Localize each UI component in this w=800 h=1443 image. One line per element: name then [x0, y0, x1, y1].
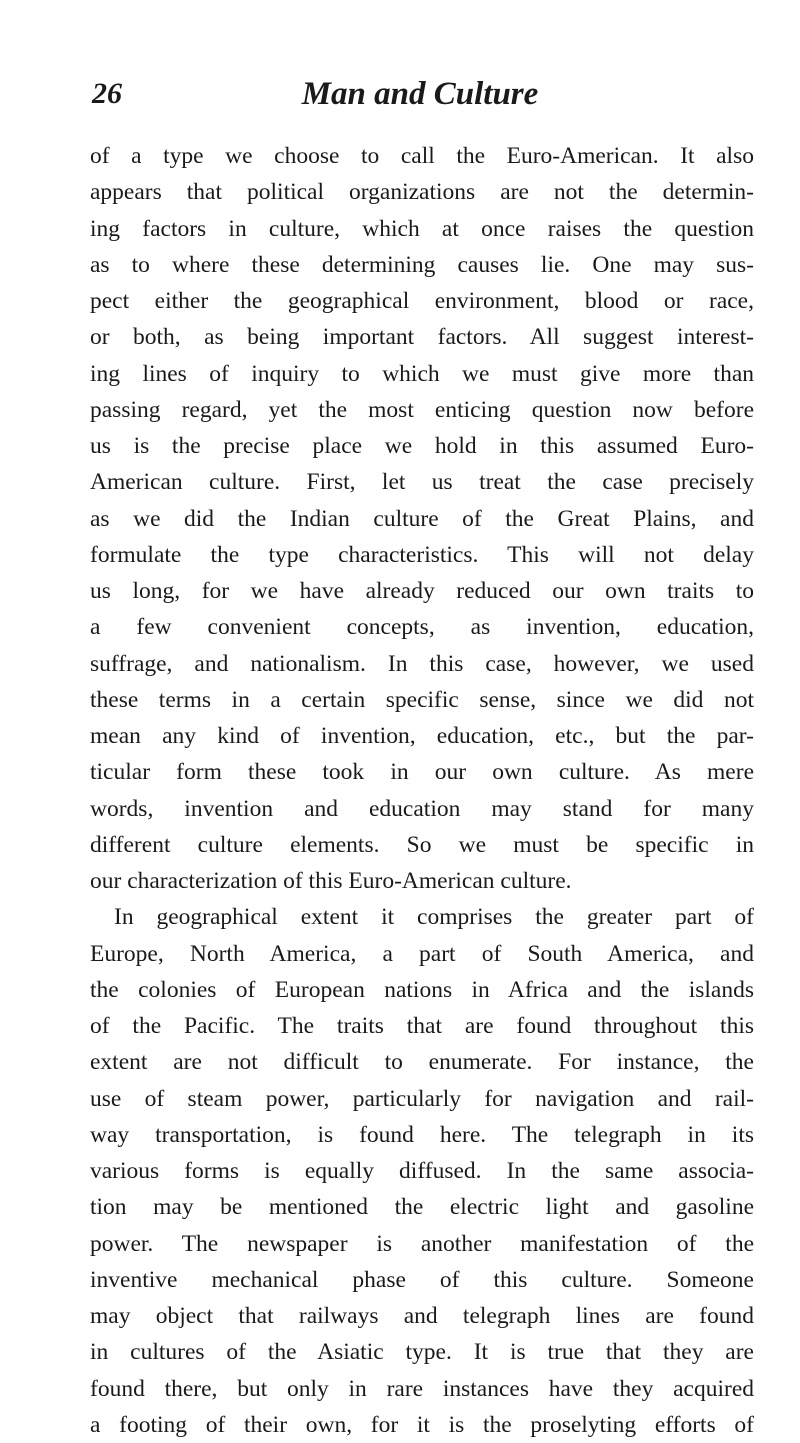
- text-line: Europe, North America, a part of South America, and: [90, 940, 754, 967]
- text-line: way transportation, is found here. The telegraph in its: [90, 1121, 754, 1148]
- text-line: ticular form these took in our own culture. As mere: [90, 759, 754, 786]
- text-line: ing factors in culture, which at once raises the question: [90, 215, 754, 242]
- text-line: of the Pacific. The traits that are found throughout this: [90, 1013, 754, 1039]
- text-line: our characterization of this Euro-American culture.: [90, 868, 572, 894]
- running-head: [92, 74, 748, 114]
- text-line: extent are not difficult to enumerate. For instance, the: [90, 1049, 754, 1076]
- text-line: various forms is equally diffused. In the same associa-: [90, 1158, 754, 1184]
- text-line: words, invention and education may stand for many: [90, 795, 754, 822]
- text-line: use of steam power, particularly for navigation and rail-: [90, 1085, 754, 1112]
- text-line: us long, for we have already reduced our own traits to: [90, 578, 754, 604]
- text-line: ing lines of inquiry to which we must give more than: [90, 360, 754, 387]
- text-line: tion may be mentioned the electric light and gasoline: [90, 1194, 754, 1221]
- text-line: different culture elements. So we must be specific in: [90, 831, 754, 858]
- running-title: Man and Culture: [301, 76, 539, 112]
- text-line: of a type we choose to call the Euro-American. It also: [90, 143, 754, 169]
- body-text: [90, 138, 754, 1443]
- text-line: a few convenient concepts, as invention, education,: [90, 614, 754, 641]
- text-line: as to where these determining causes lie. One may sus-: [90, 251, 754, 278]
- text-line: inventive mechanical phase of this culture. Someone: [90, 1266, 754, 1293]
- text-line: In geographical extent it comprises the greater part of: [114, 904, 754, 931]
- text-line: formulate the type characteristics. This will not delay: [90, 541, 754, 568]
- page-number: 26: [92, 77, 122, 110]
- text-line: us is the precise place we hold in this assumed Euro-: [90, 433, 754, 459]
- text-line: or both, as being important factors. All suggest interest-: [90, 324, 754, 351]
- text-line: may object that railways and telegraph lines are found: [90, 1303, 754, 1329]
- text-line: pect either the geographical environment, blood or race,: [90, 288, 754, 314]
- text-line: appears that political organizations are not the determin-: [90, 179, 754, 206]
- text-line: these terms in a certain specific sense, since we did not: [90, 686, 754, 713]
- text-line: as we did the Indian culture of the Great Plains, and: [90, 505, 754, 532]
- text-line: American culture. First, let us treat the case precisely: [90, 469, 754, 496]
- text-line: passing regard, yet the most enticing question now before: [90, 396, 754, 423]
- text-line: the colonies of European nations in Africa and the islands: [90, 976, 754, 1003]
- text-line: found there, but only in rare instances have they acquired: [90, 1375, 754, 1402]
- text-line: mean any kind of invention, education, etc., but the par-: [90, 723, 754, 749]
- text-line: a footing of their own, for it is the proselyting efforts of: [90, 1411, 754, 1438]
- text-line: power. The newspaper is another manifestation of the: [90, 1230, 754, 1257]
- text-line: in cultures of the Asiatic type. It is true that they are: [90, 1339, 754, 1366]
- text-line: suffrage, and nationalism. In this case, however, we used: [90, 650, 754, 677]
